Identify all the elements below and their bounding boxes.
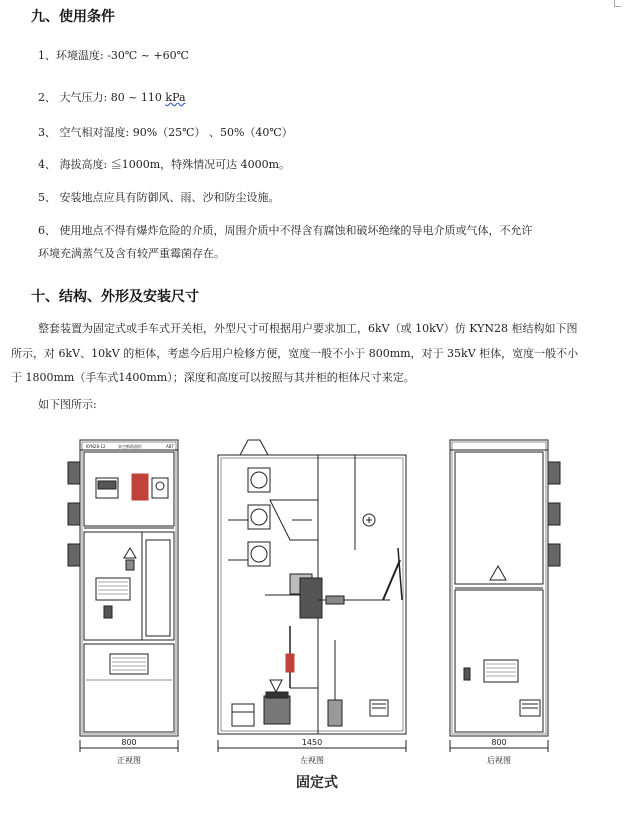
front-view-label: 正视图 [117, 756, 141, 765]
structure-para-line-3: 于 1800mm（手车式1400mm）；深度和高度可以按照与其并柜的柜体尺寸来定。 [11, 371, 415, 384]
side-dim-label: 1450 [301, 738, 323, 747]
figure-intro: 如下图所示: [38, 398, 97, 411]
side-view-drawing [218, 440, 406, 752]
condition-item-4: 4、 海拔高度: ≦1000m，特殊情况可达 4000m。 [38, 158, 291, 171]
figure-caption: 固定式 [296, 775, 338, 791]
back-view-label: 后视图 [487, 756, 511, 765]
structure-para-line-1: 整套装置为固定式或手车式开关柜，外型尺寸可根据用户要求加工，6kV（或 10kV）仿 KYN28 柜结构如下图 [38, 322, 578, 335]
condition-item-3: 3、 空气相对湿度: 90%（25℃） 、50%（40℃） [38, 126, 293, 139]
section-9-heading: 九、使用条件 [31, 9, 115, 25]
condition-item-5: 5、 安装地点应具有防御风、雨、沙和防尘设施。 [38, 191, 280, 204]
condition-item-6: 6、 使用地点不得有爆炸危险的介质，周围介质中不得含有腐蚀和破坏绝缘的导电介质或气体，不允许 [38, 224, 533, 237]
pressure-unit: kPa [165, 91, 186, 104]
side-view-label: 左视图 [300, 756, 324, 765]
condition-item-1: 1、环境温度: -30℃ ~ +60℃ [38, 49, 189, 62]
condition-item-6-cont: 环境充满蒸气及含有较严重霉菌存在。 [38, 247, 225, 260]
front-panel-title-left: KYN28-12 [86, 444, 106, 449]
front-panel-title-mid: 真空断路器柜 [118, 444, 142, 449]
structure-para-line-2: 所示，对 6kV、10kV 的柜体，考虑今后用户检修方便，宽度一般不小于 800mm，对于 35kV 柜体，宽度一般不小 [11, 347, 579, 360]
front-view-drawing [68, 440, 178, 752]
front-panel-title-right: ABT [166, 444, 174, 449]
front-dim-label: 800 [121, 738, 137, 747]
condition-item-2-text: 2、 大气压力: 80 ~ 110 [38, 91, 166, 104]
section-10-heading: 十、结构、外形及安装尺寸 [31, 289, 199, 305]
back-view-drawing [450, 440, 560, 752]
back-dim-label: 800 [491, 738, 507, 747]
